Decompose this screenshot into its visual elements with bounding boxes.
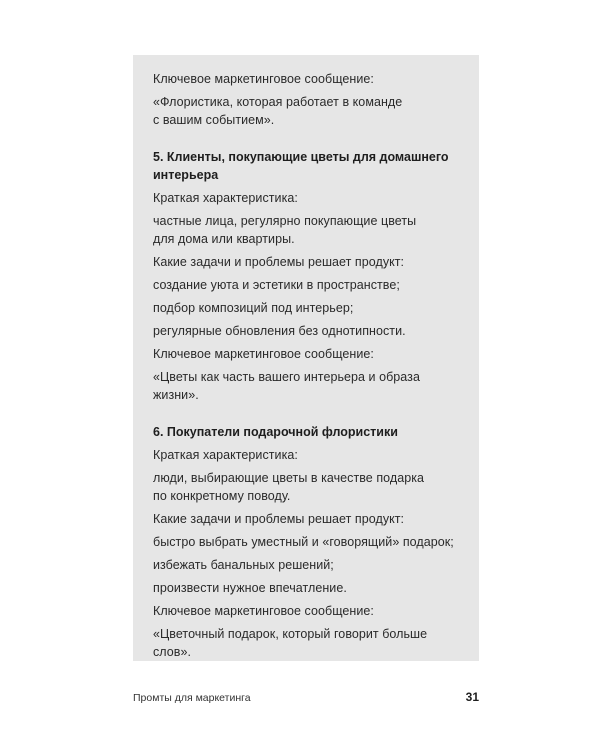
footer-title: Промты для маркетинга — [133, 692, 251, 704]
section5-heading-line1: 5. Клиенты, покупающие цветы для домашнего — [153, 150, 449, 164]
section-gap — [153, 134, 469, 148]
section4-message — [153, 93, 469, 129]
section5-tasks-label: Какие задачи и проблемы решает продукт: — [153, 255, 405, 269]
section6-message — [153, 625, 469, 661]
section5-characteristic-line2: для дома или квартиры. — [153, 232, 295, 246]
section5-message-label: Ключевое маркетинговое сообщение: — [153, 347, 374, 361]
section6-task-1: быстро выбрать уместный и «говорящий» подарок; — [153, 535, 454, 549]
section6-heading: 6. Покупатели подарочной флористики — [153, 425, 398, 439]
section6-characteristic-line2: по конкретному поводу. — [153, 489, 291, 503]
section5-task-3: регулярные обновления без однотипности. — [153, 324, 406, 338]
section5-characteristic-line1: частные лица, регулярно покупающие цветы — [153, 214, 417, 228]
section5-message-line2: жизни». — [153, 388, 199, 402]
section6-tasks-label: Какие задачи и проблемы решает продукт: — [153, 512, 405, 526]
section4-message-line2: с вашим событием». — [153, 113, 275, 127]
section5-task-1: создание уюта и эстетики в пространстве; — [153, 278, 400, 292]
section5-message-line1: «Цветы как часть вашего интерьера и образа — [153, 370, 420, 384]
section-gap — [153, 409, 469, 423]
page-number: 31 — [465, 690, 479, 704]
section6-message-label: Ключевое маркетинговое сообщение: — [153, 604, 374, 618]
section6-message-line1: «Цветочный подарок, который говорит больше — [153, 627, 428, 641]
section5-task-2: подбор композиций под интерьер; — [153, 301, 354, 315]
section5-heading-line2: интерьера — [153, 168, 219, 182]
section5-characteristic — [153, 212, 469, 248]
section6-characteristic — [153, 469, 469, 505]
section6-task-2: избежать банальных решений; — [153, 558, 334, 572]
section5-heading — [153, 148, 469, 184]
section4-message-label: Ключевое маркетинговое сообщение: — [153, 72, 374, 86]
section5-message — [153, 368, 469, 404]
section4-message-line1: «Флористика, которая работает в команде — [153, 95, 403, 109]
content-panel — [133, 55, 479, 661]
section5-characteristic-label: Краткая характеристика: — [153, 191, 298, 205]
section6-characteristic-line1: люди, выбирающие цветы в качестве подарка — [153, 471, 425, 485]
section6-characteristic-label: Краткая характеристика: — [153, 448, 298, 462]
section6-message-line2: слов». — [153, 645, 192, 659]
section6-task-3: произвести нужное впечатление. — [153, 581, 347, 595]
